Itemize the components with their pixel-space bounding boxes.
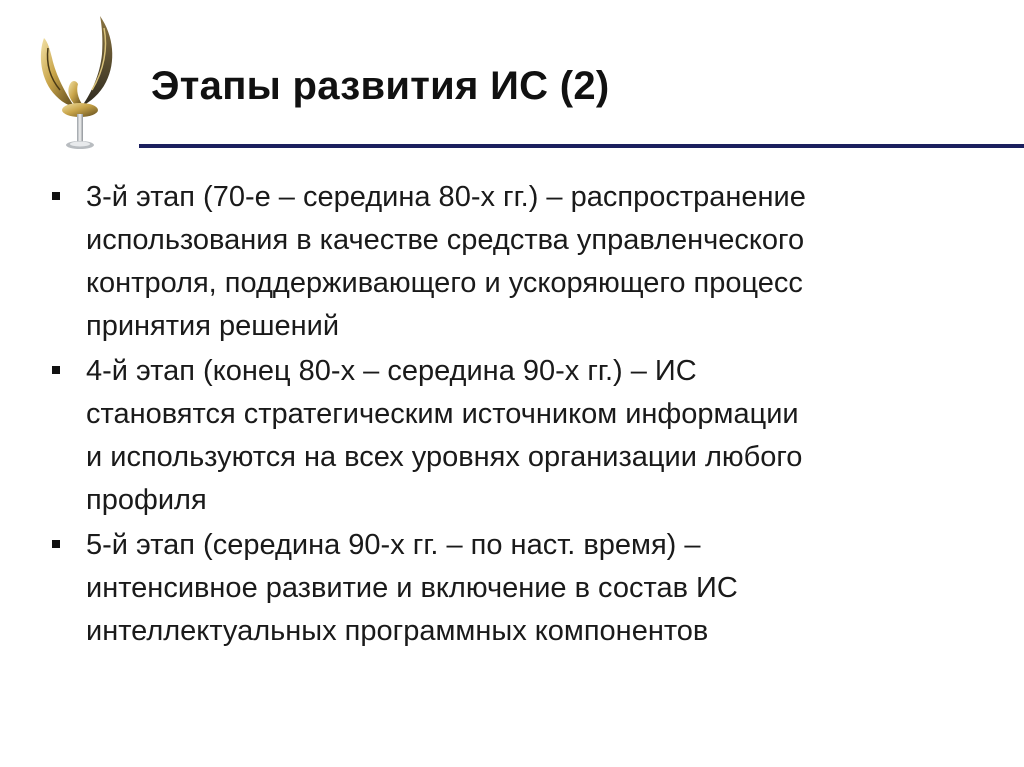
bullet-list bbox=[52, 176, 982, 655]
bullet-line: и используются на всех уровнях организации любого bbox=[86, 441, 803, 473]
bullet-line: интенсивное развитие и включение в состав ИС bbox=[86, 572, 738, 604]
bullet-line: 5-й этап (середина 90-х гг. – по наст. время) – bbox=[86, 529, 701, 561]
bullet-line: контроля, поддерживающего и ускоряющего процесс bbox=[86, 267, 803, 299]
bullet-line: 4-й этап (конец 80-х – середина 90-х гг.) – ИС bbox=[86, 355, 697, 387]
bullet-item-stage-5 bbox=[52, 524, 982, 653]
slide-title: Этапы развития ИС (2) bbox=[151, 64, 610, 108]
bullet-line: профиля bbox=[86, 484, 207, 516]
title-divider bbox=[139, 144, 1024, 148]
square-bullet-icon bbox=[52, 192, 60, 200]
square-bullet-icon bbox=[52, 366, 60, 374]
swan-statuette-icon bbox=[26, 14, 134, 152]
bullet-line: становятся стратегическим источником информации bbox=[86, 398, 799, 430]
bullet-line: интеллектуальных программных компонентов bbox=[86, 615, 709, 647]
bullet-line: принятия решений bbox=[86, 310, 340, 342]
bullet-item-stage-3 bbox=[52, 176, 982, 348]
square-bullet-icon bbox=[52, 540, 60, 548]
bullet-item-stage-4 bbox=[52, 350, 982, 522]
bullet-line: 3-й этап (70-е – середина 80-х гг.) – распространение bbox=[86, 181, 806, 213]
bullet-line: использования в качестве средства управленческого bbox=[86, 224, 805, 256]
